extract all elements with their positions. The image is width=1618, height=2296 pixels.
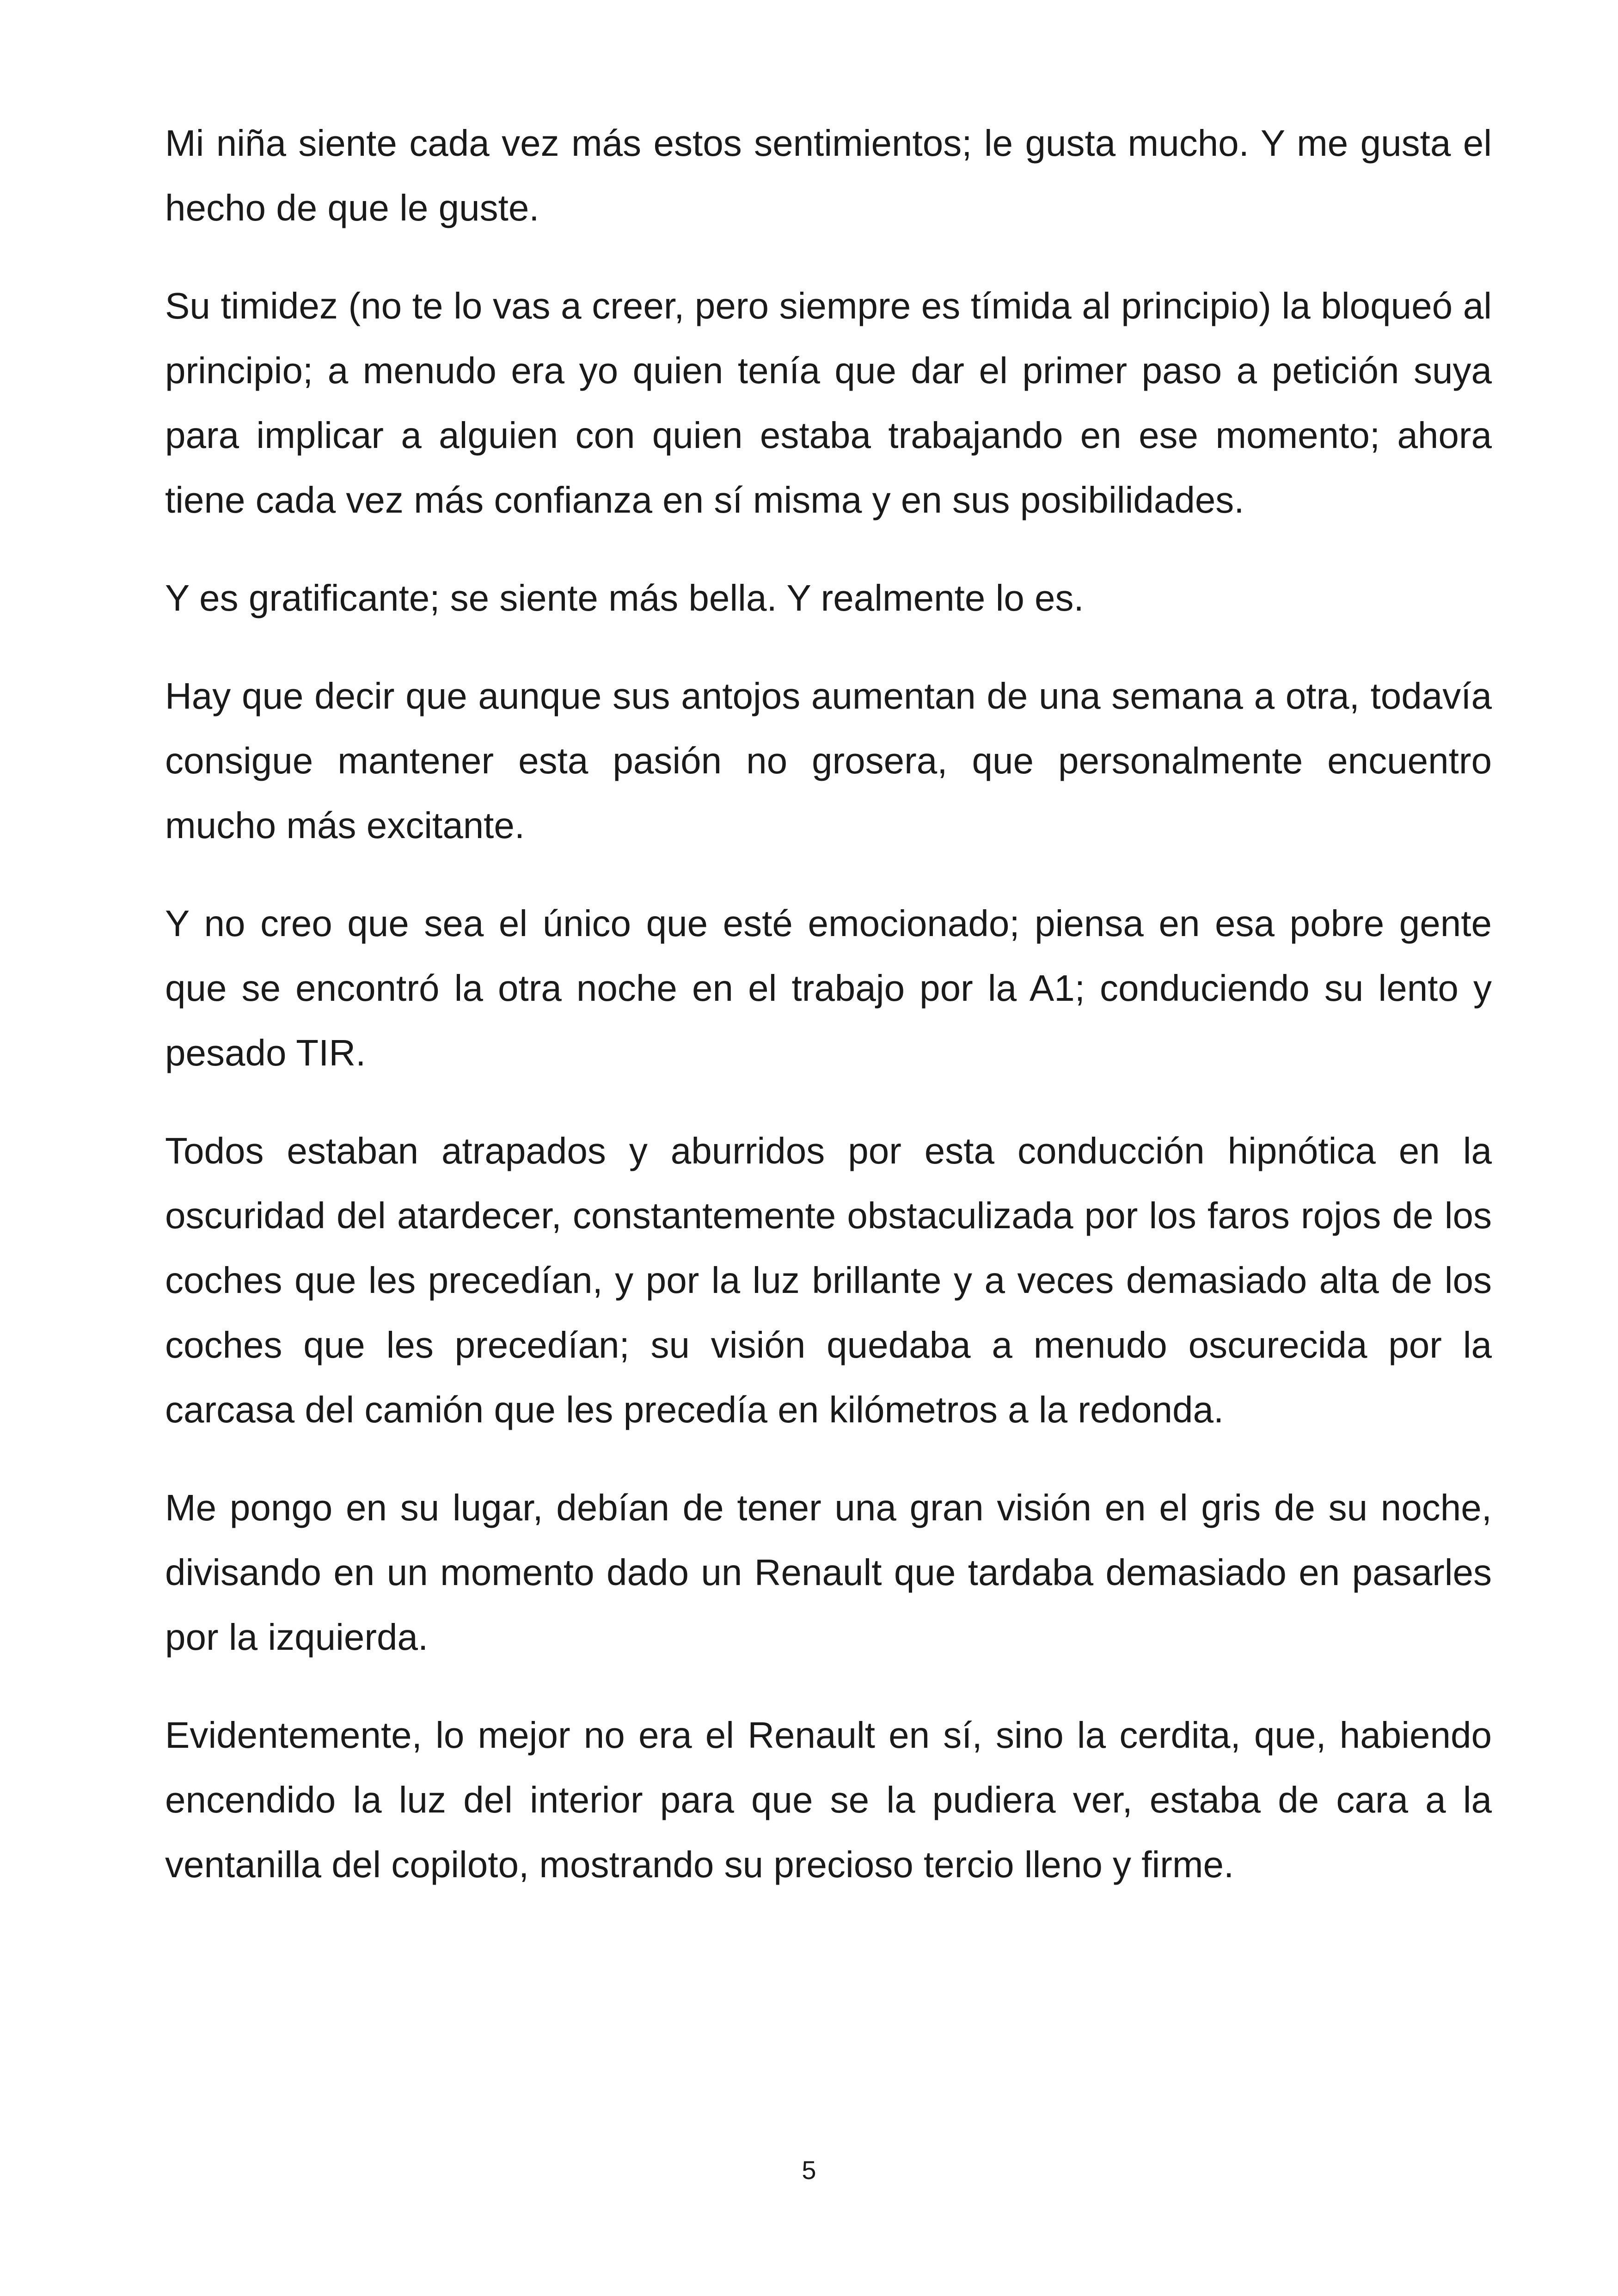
document-body [165, 111, 1492, 1930]
paragraph-5: Y no creo que sea el único que esté emocionado; piensa en esa pobre gente que se encontró la otra noche en el trabajo por la A1; conduciendo su lento y pesado TIR. [165, 903, 1492, 1073]
paragraph-4: Hay que decir que aunque sus antojos aumentan de una semana a otra, todavía consigue mantener esta pasión no grosera, que personalmente encuentro mucho más excitante. [165, 675, 1492, 846]
paragraph-3: Y es gratificante; se siente más bella. Y realmente lo es. [165, 577, 1084, 618]
paragraph-1: Mi niña siente cada vez más estos sentimientos; le gusta mucho. Y me gusta el hecho de que le guste. [165, 122, 1492, 228]
paragraph-8: Evidentemente, lo mejor no era el Renault en sí, sino la cerdita, que, habiendo encendido la luz del interior para que se la pudiera ver, estaba de cara a la ventanilla del copiloto, mostrando su precioso tercio lleno y firme. [165, 1714, 1492, 1885]
page-number: 5 [802, 2155, 816, 2185]
paragraph-7: Me pongo en su lugar, debían de tener una gran visión en el gris de su noche, divisando en un momento dado un Renault que tardaba demasiado en pasarles por la izquierda. [165, 1487, 1492, 1658]
paragraph-2: Su timidez (no te lo vas a creer, pero siempre es tímida al principio) la bloqueó al principio; a menudo era yo quien tenía que dar el primer paso a petición suya para implicar a alguien con quien estaba trabajando en ese momento; ahora tiene cada vez más confianza en sí misma y en sus posibilidades. [165, 285, 1492, 520]
paragraph-6: Todos estaban atrapados y aburridos por esta conducción hipnótica en la oscuridad del atardecer, constantemente obstaculizada por los faros rojos de los coches que les precedían, y por la luz brillante y a veces demasiado alta de los coches que les precedían; su visión quedaba a menudo oscurecida por la carcasa del camión que les precedía en kilómetros a la redonda. [165, 1130, 1492, 1430]
